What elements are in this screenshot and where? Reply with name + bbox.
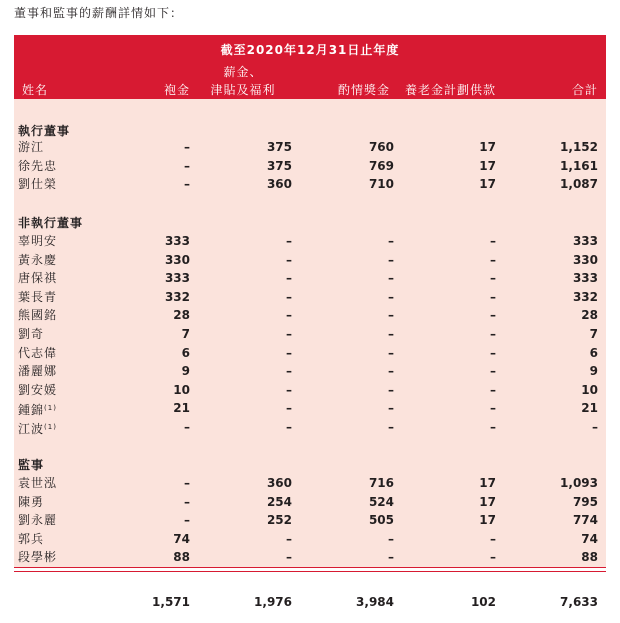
cell-pension: 17 xyxy=(479,140,496,154)
table-row xyxy=(14,548,606,566)
col-bonus-header: 酌情獎金 xyxy=(337,83,390,97)
cell-salary: – xyxy=(286,550,292,565)
cell-pension: – xyxy=(490,327,496,341)
row-name-text: 劉奇 xyxy=(18,327,45,341)
cell-salary: 375 xyxy=(266,140,292,154)
row-note: (1) xyxy=(44,423,57,431)
cell-total: 9 xyxy=(589,364,598,379)
cell-pension: 17 xyxy=(479,494,496,509)
row-name xyxy=(18,175,57,193)
cell-bonus: 505 xyxy=(368,513,394,528)
cell-total: 1,152 xyxy=(560,140,598,154)
cell-pension: 17 xyxy=(479,177,496,192)
cell-pension: – xyxy=(490,308,496,323)
row-name-text: 袁世泓 xyxy=(18,476,58,490)
cell-total: 74 xyxy=(581,531,598,546)
section-non-executive-directors: 非執行董事 xyxy=(18,216,84,230)
total-divider-bottom xyxy=(14,571,606,572)
table-row xyxy=(14,157,606,175)
col-fee-header: 袍金 xyxy=(163,83,190,97)
cell-bonus: – xyxy=(388,420,394,434)
row-name xyxy=(18,511,57,529)
cell-pension: – xyxy=(490,401,496,416)
row-name xyxy=(18,381,57,399)
row-name-text: 郭兵 xyxy=(18,531,45,546)
cell-pension: – xyxy=(490,550,496,565)
cell-salary: 360 xyxy=(266,476,292,490)
cell-total: 10 xyxy=(581,382,598,397)
cell-fee: 6 xyxy=(181,345,190,360)
totals-row xyxy=(14,593,606,611)
row-name-text: 劉安媛 xyxy=(18,382,58,397)
cell-salary: – xyxy=(286,327,292,341)
table-row xyxy=(14,344,606,362)
row-name-text: 游江 xyxy=(18,140,45,154)
cell-bonus: 760 xyxy=(368,140,394,154)
table-row xyxy=(14,175,606,193)
total-fee: 1,571 xyxy=(152,595,190,609)
table-row xyxy=(14,251,606,269)
row-name xyxy=(18,269,57,287)
table-row xyxy=(14,138,606,156)
cell-total: 1,087 xyxy=(560,177,598,192)
row-name-text: 劉仕榮 xyxy=(18,177,58,192)
cell-total: 333 xyxy=(572,234,598,248)
cell-fee: – xyxy=(184,494,190,509)
total-salary: 1,976 xyxy=(254,595,292,609)
col-total-header: 合計 xyxy=(571,83,598,97)
col-name-header: 姓名 xyxy=(22,83,49,97)
row-name-text: 黃永慶 xyxy=(18,252,58,267)
cell-salary: – xyxy=(286,252,292,267)
row-name xyxy=(18,251,57,269)
table-row xyxy=(14,288,606,306)
cell-salary: 254 xyxy=(266,494,292,509)
col-pension-header: 養老金計劃供款 xyxy=(404,83,496,97)
cell-pension: – xyxy=(490,382,496,397)
section-supervisors: 監事 xyxy=(18,458,45,472)
cell-bonus: – xyxy=(388,345,394,360)
cell-pension: 17 xyxy=(479,158,496,173)
cell-salary: 375 xyxy=(266,158,292,173)
row-name xyxy=(18,418,57,438)
cell-fee: 332 xyxy=(164,289,190,304)
table-row xyxy=(14,232,606,250)
cell-fee: – xyxy=(184,158,190,173)
cell-bonus: 710 xyxy=(368,177,394,192)
row-name-text: 劉永麗 xyxy=(18,513,58,528)
cell-bonus: – xyxy=(388,271,394,286)
cell-pension: – xyxy=(490,364,496,379)
cell-pension: – xyxy=(490,289,496,304)
row-name-text: 段學彬 xyxy=(18,550,58,565)
cell-bonus: – xyxy=(388,401,394,416)
cell-salary: 252 xyxy=(266,513,292,528)
cell-salary: 360 xyxy=(266,177,292,192)
cell-fee: – xyxy=(184,420,190,434)
cell-fee: – xyxy=(184,513,190,528)
cell-total: 1,161 xyxy=(560,158,598,173)
cell-pension: – xyxy=(490,252,496,267)
cell-bonus: – xyxy=(388,289,394,304)
table-row xyxy=(14,362,606,380)
cell-salary: – xyxy=(286,271,292,286)
table-row xyxy=(14,474,606,492)
total-total: 7,633 xyxy=(560,595,598,609)
cell-total: 795 xyxy=(572,494,598,509)
cell-fee: 74 xyxy=(173,531,190,546)
cell-fee: 7 xyxy=(181,327,190,341)
cell-bonus: – xyxy=(388,550,394,565)
row-name xyxy=(18,530,44,548)
cell-pension: 17 xyxy=(479,476,496,490)
period-label: 截至2020年12月31日止年度 xyxy=(220,43,400,57)
table-row xyxy=(14,399,606,417)
total-bonus: 3,984 xyxy=(356,595,394,609)
cell-salary: – xyxy=(286,401,292,416)
row-name xyxy=(18,548,57,566)
table-header xyxy=(14,35,606,99)
cell-total: 7 xyxy=(589,327,598,341)
cell-fee: 28 xyxy=(173,308,190,323)
cell-total: 332 xyxy=(572,289,598,304)
col-salary-header xyxy=(198,63,288,99)
cell-salary: – xyxy=(286,531,292,546)
section-executive-directors: 執行董事 xyxy=(18,124,71,138)
cell-bonus: – xyxy=(388,234,394,248)
row-name-text: 唐保祺 xyxy=(18,271,58,286)
cell-bonus: – xyxy=(388,531,394,546)
cell-total: 774 xyxy=(572,513,598,528)
cell-total: 330 xyxy=(572,252,598,267)
table-row xyxy=(14,418,606,436)
row-name-text: 代志偉 xyxy=(18,345,58,360)
cell-bonus: 769 xyxy=(368,158,394,173)
row-name xyxy=(18,232,57,250)
cell-bonus: 716 xyxy=(368,476,394,490)
row-name xyxy=(18,362,57,380)
cell-total: 21 xyxy=(581,401,598,416)
cell-total: 88 xyxy=(581,550,598,565)
cell-pension: – xyxy=(490,420,496,434)
row-name xyxy=(18,325,44,343)
cell-salary: – xyxy=(286,345,292,360)
table-row xyxy=(14,511,606,529)
cell-fee: 330 xyxy=(164,252,190,267)
cell-bonus: – xyxy=(388,327,394,341)
row-name-text: 潘麗娜 xyxy=(18,364,58,379)
table-row xyxy=(14,269,606,287)
table-row xyxy=(14,325,606,343)
row-name-text: 辜明安 xyxy=(18,234,58,248)
row-name-text: 徐先忠 xyxy=(18,158,58,173)
cell-total: 1,093 xyxy=(560,476,598,490)
row-name xyxy=(18,306,57,324)
total-pension: 102 xyxy=(470,595,496,609)
row-name-text: 熊國銘 xyxy=(18,308,58,323)
cell-fee: 88 xyxy=(173,550,190,565)
cell-fee: – xyxy=(184,140,190,154)
row-name xyxy=(18,288,57,306)
cell-total: – xyxy=(592,420,598,434)
cell-pension: 17 xyxy=(479,513,496,528)
row-name xyxy=(18,399,57,419)
cell-salary: – xyxy=(286,234,292,248)
col-salary-header-line2: 津貼及福利 xyxy=(210,83,276,97)
total-divider-top xyxy=(14,567,606,568)
row-name-text: 鍾錦 xyxy=(18,403,45,418)
row-name xyxy=(18,474,57,492)
cell-bonus: 524 xyxy=(368,494,394,509)
col-salary-header-line1: 薪金、 xyxy=(223,65,263,79)
cell-pension: – xyxy=(490,271,496,286)
cell-salary: – xyxy=(286,308,292,323)
row-name-text: 葉長青 xyxy=(18,289,58,304)
cell-fee: 9 xyxy=(181,364,190,379)
row-name-text: 陳勇 xyxy=(18,494,45,509)
cell-salary: – xyxy=(286,382,292,397)
row-name xyxy=(18,138,44,156)
cell-fee: 333 xyxy=(164,234,190,248)
row-name-text: 江波 xyxy=(18,422,45,436)
cell-bonus: – xyxy=(388,252,394,267)
cell-salary: – xyxy=(286,420,292,434)
row-name xyxy=(18,157,57,175)
cell-pension: – xyxy=(490,345,496,360)
row-name xyxy=(18,344,57,362)
row-name xyxy=(18,493,44,511)
table-row xyxy=(14,381,606,399)
cell-bonus: – xyxy=(388,364,394,379)
cell-fee: 21 xyxy=(173,401,190,416)
table-row xyxy=(14,493,606,511)
cell-bonus: – xyxy=(388,308,394,323)
cell-fee: – xyxy=(184,177,190,192)
cell-total: 28 xyxy=(581,308,598,323)
cell-pension: – xyxy=(490,531,496,546)
cell-bonus: – xyxy=(388,382,394,397)
table-row xyxy=(14,530,606,548)
cell-total: 333 xyxy=(572,271,598,286)
table-row xyxy=(14,306,606,324)
cell-fee: – xyxy=(184,476,190,490)
cell-salary: – xyxy=(286,289,292,304)
cell-fee: 10 xyxy=(173,382,190,397)
cell-salary: – xyxy=(286,364,292,379)
row-note: (1) xyxy=(44,404,57,413)
cell-total: 6 xyxy=(589,345,598,360)
cell-pension: – xyxy=(490,234,496,248)
cell-fee: 333 xyxy=(164,271,190,286)
intro-text: 董事和監事的薪酬詳情如下： xyxy=(14,6,184,20)
